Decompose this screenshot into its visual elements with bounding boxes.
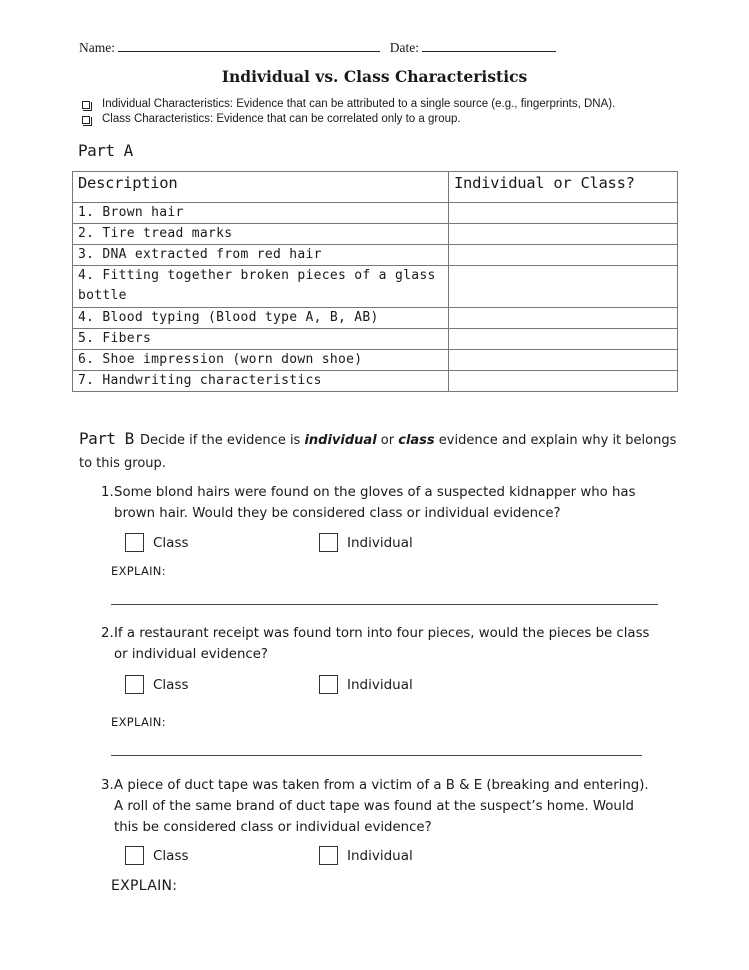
question-text: Some blond hairs were found on the gloves of a suspected kidnapper who has brown hair. Would they be considered class or individual evidence? <box>114 485 636 521</box>
row-description: 4. Blood typing (Blood type A, B, AB) <box>73 308 449 329</box>
explain-answer-line[interactable] <box>111 604 658 605</box>
question-text: If a restaurant receipt was found torn into four pieces, would the pieces be class or individual evidence? <box>114 626 650 662</box>
instructions-text: evidence and explain why it belongs to this group. <box>79 433 677 471</box>
row-description: 6. Shoe impression (worn down shoe) <box>73 350 449 371</box>
row-answer-cell[interactable] <box>449 350 678 371</box>
row-description: 2. Tire tread marks <box>73 224 449 245</box>
table-row <box>73 266 678 308</box>
question-1 <box>101 482 661 524</box>
page-title: Individual vs. Class Characteristics <box>221 67 528 86</box>
definition-item <box>81 112 615 127</box>
row-answer-cell[interactable] <box>449 308 678 329</box>
row-description: 4. Fitting together broken pieces of a glass bottle <box>73 266 449 308</box>
question-text: A piece of duct tape was taken from a victim of a B & E (breaking and entering). A roll of the same brand of duct tape was found at the suspect’s home. Would this be considered class or individual evidence? <box>114 778 649 835</box>
checkbox-individual[interactable] <box>319 533 338 552</box>
question-3 <box>101 775 661 838</box>
question-3-options <box>125 846 413 865</box>
option-class[interactable] <box>125 846 319 865</box>
checkbox-bullet-icon <box>82 116 90 124</box>
name-date-line <box>79 40 556 56</box>
option-class[interactable] <box>125 675 319 694</box>
option-label: Class <box>153 676 189 693</box>
explain-label: EXPLAIN: <box>111 564 166 578</box>
row-answer-cell[interactable] <box>449 329 678 350</box>
table-header-row <box>73 172 678 203</box>
question-number: 3. <box>101 778 114 793</box>
name-label: Name: <box>79 40 115 55</box>
definition-class: Class Characteristics: Evidence that can be correlated only to a group. <box>102 113 461 125</box>
date-field[interactable] <box>422 40 556 52</box>
row-answer-cell[interactable] <box>449 224 678 245</box>
row-answer-cell[interactable] <box>449 203 678 224</box>
checkbox-class[interactable] <box>125 675 144 694</box>
date-label: Date: <box>389 40 419 55</box>
table-row <box>73 329 678 350</box>
question-number: 1. <box>101 485 114 500</box>
question-2 <box>101 623 661 665</box>
table-row <box>73 308 678 329</box>
explain-answer-line[interactable] <box>111 755 642 756</box>
checkbox-bullet-icon <box>82 101 90 109</box>
table-row <box>73 350 678 371</box>
explain-label: EXPLAIN: <box>111 715 166 729</box>
option-individual[interactable] <box>319 846 413 865</box>
checkbox-class[interactable] <box>125 533 144 552</box>
explain-label: EXPLAIN: <box>111 878 178 894</box>
part-a-heading: Part A <box>78 141 133 160</box>
definition-item <box>81 97 615 112</box>
instructions-text: Decide if the evidence is <box>139 433 305 448</box>
definition-individual: Individual Characteristics: Evidence that can be attributed to a single source (e.g., fingerprints, DNA). <box>102 98 616 110</box>
definitions-list <box>81 97 615 127</box>
instructions-text: or <box>376 433 399 448</box>
option-label: Individual <box>347 676 413 693</box>
option-class[interactable] <box>125 533 319 552</box>
instructions-emphasis-class: class <box>398 433 435 448</box>
table-row <box>73 371 678 392</box>
column-header-answer: Individual or Class? <box>449 172 678 203</box>
question-2-options <box>125 675 413 694</box>
checkbox-individual[interactable] <box>319 675 338 694</box>
table-row <box>73 203 678 224</box>
checkbox-class[interactable] <box>125 846 144 865</box>
part-b-heading: Part B <box>79 429 134 448</box>
column-header-description: Description <box>73 172 449 203</box>
instructions-emphasis-individual: individual <box>304 433 377 448</box>
question-1-options <box>125 533 413 552</box>
name-field[interactable] <box>118 40 380 52</box>
part-a-table <box>72 171 678 392</box>
row-description: 1. Brown hair <box>73 203 449 224</box>
row-answer-cell[interactable] <box>449 266 678 308</box>
row-description: 5. Fibers <box>73 329 449 350</box>
table-row <box>73 224 678 245</box>
option-label: Individual <box>347 534 413 551</box>
checkbox-individual[interactable] <box>319 846 338 865</box>
option-label: Class <box>153 534 189 551</box>
table-row <box>73 245 678 266</box>
row-description: 3. DNA extracted from red hair <box>73 245 449 266</box>
option-individual[interactable] <box>319 675 413 694</box>
option-individual[interactable] <box>319 533 413 552</box>
row-answer-cell[interactable] <box>449 371 678 392</box>
row-description: 7. Handwriting characteristics <box>73 371 449 392</box>
part-b-instructions <box>79 427 679 475</box>
row-answer-cell[interactable] <box>449 245 678 266</box>
option-label: Class <box>153 847 189 864</box>
question-number: 2. <box>101 626 114 641</box>
option-label: Individual <box>347 847 413 864</box>
